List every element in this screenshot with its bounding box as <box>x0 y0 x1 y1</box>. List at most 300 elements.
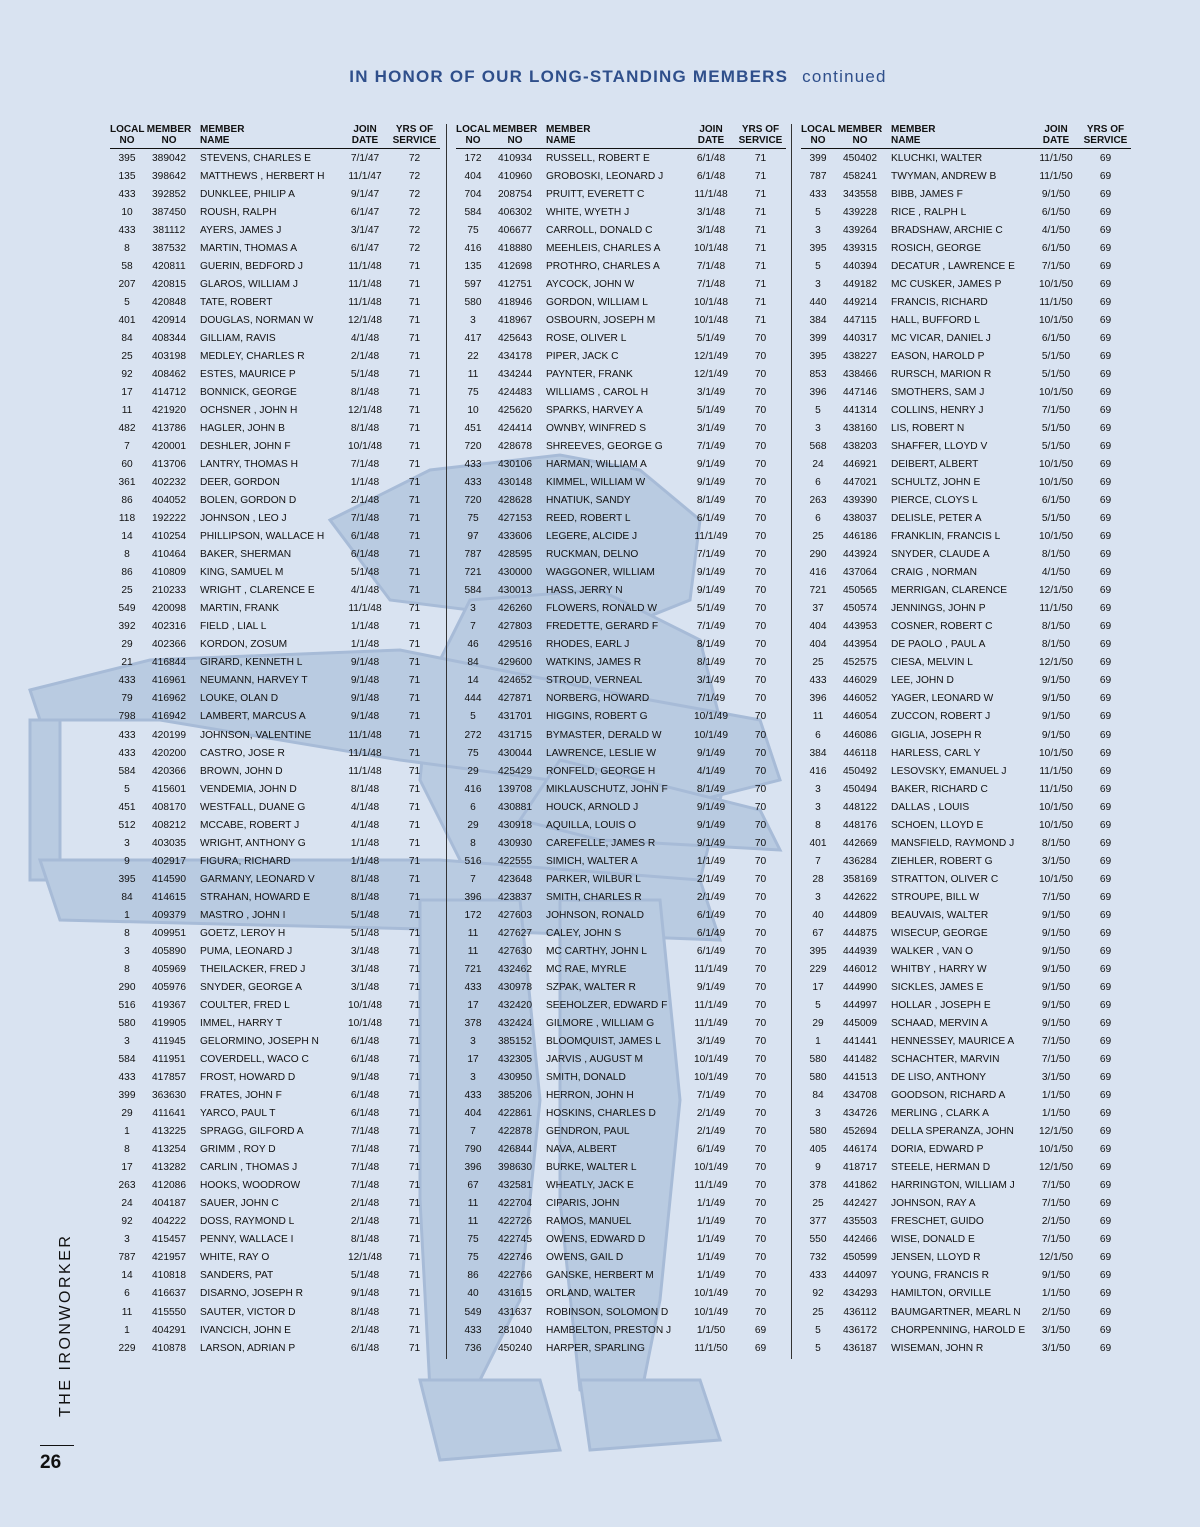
local-no-cell: 395 <box>809 350 827 362</box>
local-no-cell: 433 <box>118 188 136 200</box>
column-divider <box>791 124 792 1359</box>
member-name-cell: LEE, JOHN D <box>891 675 954 687</box>
member-no-cell: 413786 <box>152 422 186 434</box>
yrs-service-cell: 69 <box>1099 1018 1112 1030</box>
member-no-cell: 450494 <box>843 783 877 795</box>
member-name-cell: GROBOSKI, LEONARD J <box>546 170 664 182</box>
local-no-cell: 790 <box>464 1144 482 1156</box>
table-row <box>456 978 786 996</box>
magazine-name: THE IRONWORKER <box>57 1233 74 1417</box>
yrs-service-cell: 71 <box>754 206 767 218</box>
table-row <box>110 798 440 816</box>
join-date-cell: 12/1/50 <box>1039 585 1073 597</box>
local-no-cell: 584 <box>464 585 482 597</box>
local-no-cell: 396 <box>809 693 827 705</box>
local-no-cell: 79 <box>121 693 133 705</box>
member-no-cell: 428595 <box>498 549 532 561</box>
join-date-cell: 2/1/48 <box>350 1324 380 1336</box>
member-no-cell: 439390 <box>843 495 877 507</box>
member-name-cell: SHREEVES, GEORGE G <box>546 441 663 453</box>
member-no-cell: 445009 <box>843 1018 877 1030</box>
local-no-cell: 17 <box>812 981 824 993</box>
member-name-cell: GELORMINO, JOSEPH N <box>200 1036 319 1048</box>
yrs-service-cell: 70 <box>754 621 767 633</box>
member-no-cell: 418967 <box>498 314 532 326</box>
local-no-cell: 135 <box>464 260 482 272</box>
yrs-service-cell: 70 <box>754 332 767 344</box>
table-row <box>801 744 1131 762</box>
member-no-cell: 450492 <box>843 765 877 777</box>
table-row <box>801 149 1131 168</box>
join-date-cell: 9/1/50 <box>1041 945 1071 957</box>
table-row <box>110 1141 440 1159</box>
header-local-no: LOCAL NO <box>456 124 490 149</box>
local-no-cell: 395 <box>118 152 136 164</box>
table-row <box>456 1321 786 1339</box>
local-no-cell: 84 <box>812 1090 824 1102</box>
table-row <box>801 924 1131 942</box>
join-date-cell: 10/1/50 <box>1039 873 1073 885</box>
member-no-cell: 429516 <box>498 639 532 651</box>
local-no-cell: 568 <box>809 441 827 453</box>
yrs-service-cell: 69 <box>1099 350 1112 362</box>
yrs-service-cell: 69 <box>1099 675 1112 687</box>
local-no-cell: 451 <box>464 422 482 434</box>
member-name-cell: JOHNSON, RAY A <box>891 1198 976 1210</box>
join-date-cell: 4/1/48 <box>350 819 380 831</box>
member-no-cell: 418946 <box>498 296 532 308</box>
yrs-service-cell: 69 <box>1099 891 1112 903</box>
table-row <box>801 492 1131 510</box>
table-row <box>110 1105 440 1123</box>
join-date-cell: 11/1/48 <box>348 747 382 759</box>
member-name-cell: MARTIN, THOMAS A <box>200 242 297 254</box>
table-row <box>110 816 440 834</box>
member-no-cell: 431715 <box>498 729 532 741</box>
member-no-cell: 411641 <box>152 1108 186 1120</box>
yrs-service-cell: 69 <box>754 1324 767 1336</box>
join-date-cell: 1/1/49 <box>696 1270 726 1282</box>
member-name-cell: HAGLER, JOHN B <box>200 422 285 434</box>
table-row <box>456 1303 786 1321</box>
join-date-cell: 6/1/48 <box>350 1036 380 1048</box>
yrs-service-cell: 71 <box>408 1270 421 1282</box>
member-name-cell: ROSICH, GEORGE <box>891 242 982 254</box>
member-no-cell: 422766 <box>498 1270 532 1282</box>
local-no-cell: 549 <box>118 603 136 615</box>
table-row <box>456 257 786 275</box>
yrs-service-cell: 69 <box>1099 1198 1112 1210</box>
yrs-service-cell: 70 <box>754 350 767 362</box>
member-no-cell: 448176 <box>843 819 877 831</box>
member-name-cell: OWENS, EDWARD D <box>546 1234 646 1246</box>
local-no-cell: 25 <box>812 1306 824 1318</box>
member-no-cell: 428678 <box>498 441 532 453</box>
member-name-cell: WAGGONER, WILLIAM <box>546 567 655 579</box>
members-table-body <box>456 149 786 1358</box>
table-row <box>110 996 440 1014</box>
member-no-cell: 442669 <box>843 837 877 849</box>
table-row <box>110 528 440 546</box>
member-name-cell: STROUPE, BILL W <box>891 891 979 903</box>
join-date-cell: 10/1/50 <box>1039 819 1073 831</box>
member-name-cell: HARRINGTON, WILLIAM J <box>891 1180 1015 1192</box>
member-name-cell: RONFELD, GEORGE H <box>546 765 656 777</box>
local-no-cell: 378 <box>809 1180 827 1192</box>
table-row <box>110 1177 440 1195</box>
join-date-cell: 9/1/48 <box>350 657 380 669</box>
member-no-cell: 436187 <box>843 1342 877 1354</box>
table-row <box>456 600 786 618</box>
yrs-service-cell: 69 <box>1099 621 1112 633</box>
local-no-cell: 440 <box>809 296 827 308</box>
join-date-cell: 1/1/49 <box>696 1216 726 1228</box>
local-no-cell: 207 <box>118 278 136 290</box>
member-name-cell: GANSKE, HERBERT M <box>546 1270 654 1282</box>
join-date-cell: 5/1/50 <box>1041 350 1071 362</box>
member-no-cell: 430106 <box>498 459 532 471</box>
member-name-cell: WHITE, RAY O <box>200 1252 270 1264</box>
yrs-service-cell: 70 <box>754 891 767 903</box>
join-date-cell: 8/1/50 <box>1041 639 1071 651</box>
table-row <box>110 978 440 996</box>
join-date-cell: 5/1/50 <box>1041 368 1071 380</box>
member-name-cell: MERRIGAN, CLARENCE <box>891 585 1008 597</box>
local-no-cell: 7 <box>470 873 476 885</box>
join-date-cell: 7/1/50 <box>1041 1180 1071 1192</box>
join-date-cell: 7/1/49 <box>696 1090 726 1102</box>
local-no-cell: 401 <box>809 837 827 849</box>
local-no-cell: 8 <box>124 927 130 939</box>
member-name-cell: BROWN, JOHN D <box>200 765 283 777</box>
local-no-cell: 3 <box>815 1108 821 1120</box>
member-name-cell: OWENS, GAIL D <box>546 1252 624 1264</box>
yrs-service-cell: 69 <box>1099 260 1112 272</box>
join-date-cell: 9/1/49 <box>696 567 726 579</box>
member-name-cell: ROSE, OLIVER L <box>546 332 627 344</box>
yrs-service-cell: 70 <box>754 603 767 615</box>
table-row <box>456 1177 786 1195</box>
member-name-cell: WHITBY , HARRY W <box>891 963 987 975</box>
table-row <box>110 347 440 365</box>
header-yrs-service: YRS OF SERVICE <box>735 124 786 149</box>
member-name-cell: DELLA SPERANZA, JOHN <box>891 1126 1014 1138</box>
join-date-cell: 7/1/48 <box>350 1126 380 1138</box>
table-row <box>801 1321 1131 1339</box>
join-date-cell: 10/1/50 <box>1039 531 1073 543</box>
member-name-cell: WILLIAMS , CAROL H <box>546 386 649 398</box>
join-date-cell: 9/1/50 <box>1041 909 1071 921</box>
yrs-service-cell: 69 <box>1099 657 1112 669</box>
member-name-cell: LANTRY, THOMAS H <box>200 459 298 471</box>
yrs-service-cell: 70 <box>754 422 767 434</box>
member-name-cell: GORDON, WILLIAM L <box>546 296 648 308</box>
local-no-cell: 5 <box>470 711 476 723</box>
local-no-cell: 17 <box>467 999 479 1011</box>
join-date-cell: 11/1/48 <box>694 188 728 200</box>
member-name-cell: MANSFIELD, RAYMOND J <box>891 837 1015 849</box>
member-name-cell: LAMBERT, MARCUS A <box>200 711 306 723</box>
member-name-cell: SZPAK, WALTER R <box>546 981 636 993</box>
yrs-service-cell: 71 <box>408 314 421 326</box>
yrs-service-cell: 70 <box>754 999 767 1011</box>
member-no-cell: 192222 <box>152 513 186 525</box>
member-no-cell: 418717 <box>843 1162 877 1174</box>
table-row <box>110 311 440 329</box>
join-date-cell: 1/1/50 <box>1041 1288 1071 1300</box>
table-row <box>456 546 786 564</box>
table-row <box>801 1159 1131 1177</box>
header-yrs-service: YRS OF SERVICE <box>389 124 440 149</box>
yrs-service-cell: 71 <box>408 1072 421 1084</box>
member-name-cell: JOHNSON, VALENTINE <box>200 729 312 741</box>
yrs-service-cell: 71 <box>408 1126 421 1138</box>
join-date-cell: 8/1/48 <box>350 1234 380 1246</box>
table-row <box>801 1267 1131 1285</box>
yrs-service-cell: 71 <box>408 1090 421 1102</box>
yrs-service-cell: 71 <box>408 1054 421 1066</box>
member-no-cell: 443953 <box>843 621 877 633</box>
local-no-cell: 404 <box>809 621 827 633</box>
join-date-cell: 10/1/50 <box>1039 314 1073 326</box>
member-name-cell: HENNESSEY, MAURICE A <box>891 1036 1015 1048</box>
table-row <box>801 1105 1131 1123</box>
table-row <box>456 924 786 942</box>
local-no-cell: 721 <box>464 567 482 579</box>
member-name-cell: WESTFALL, DUANE G <box>200 801 306 813</box>
yrs-service-cell: 69 <box>1099 945 1112 957</box>
yrs-service-cell: 71 <box>408 549 421 561</box>
table-row <box>801 419 1131 437</box>
table-row <box>801 654 1131 672</box>
join-date-cell: 8/1/48 <box>350 422 380 434</box>
local-no-cell: 24 <box>121 1198 133 1210</box>
local-no-cell: 584 <box>118 1054 136 1066</box>
yrs-service-cell: 70 <box>754 459 767 471</box>
local-no-cell: 67 <box>812 927 824 939</box>
table-row <box>801 600 1131 618</box>
yrs-service-cell: 71 <box>754 170 767 182</box>
local-no-cell: 92 <box>812 1288 824 1300</box>
yrs-service-cell: 69 <box>1099 765 1112 777</box>
member-name-cell: SICKLES, JAMES E <box>891 981 984 993</box>
table-row <box>456 347 786 365</box>
join-date-cell: 1/1/49 <box>696 1252 726 1264</box>
table-row <box>110 1033 440 1051</box>
member-no-cell: 410960 <box>498 170 532 182</box>
table-row <box>110 1231 440 1249</box>
member-no-cell: 430881 <box>498 801 532 813</box>
local-no-cell: 482 <box>118 422 136 434</box>
member-name-cell: BLOOMQUIST, JAMES L <box>546 1036 661 1048</box>
member-name-cell: SEEHOLZER, EDWARD F <box>546 999 668 1011</box>
member-no-cell: 363630 <box>152 1090 186 1102</box>
join-date-cell: 1/1/49 <box>696 1234 726 1246</box>
local-no-cell: 512 <box>118 819 136 831</box>
yrs-service-cell: 71 <box>408 1216 421 1228</box>
yrs-service-cell: 69 <box>1099 639 1112 651</box>
yrs-service-cell: 69 <box>1099 170 1112 182</box>
join-date-cell: 7/1/48 <box>350 1144 380 1156</box>
table-row <box>801 239 1131 257</box>
local-no-cell: 580 <box>464 296 482 308</box>
member-name-cell: SPRAGG, GILFORD A <box>200 1126 304 1138</box>
member-no-cell: 420199 <box>152 729 186 741</box>
local-no-cell: 75 <box>467 747 479 759</box>
yrs-service-cell: 70 <box>754 585 767 597</box>
local-no-cell: 92 <box>121 1216 133 1228</box>
join-date-cell: 4/1/50 <box>1041 567 1071 579</box>
table-row <box>801 618 1131 636</box>
table-row <box>456 1159 786 1177</box>
join-date-cell: 10/1/50 <box>1039 459 1073 471</box>
header-member-no: MEMBER NO <box>835 124 885 149</box>
join-date-cell: 9/1/49 <box>696 477 726 489</box>
join-date-cell: 12/1/50 <box>1039 1252 1073 1264</box>
yrs-service-cell: 69 <box>1099 224 1112 236</box>
header-member-name: MEMBER NAME <box>540 124 687 149</box>
local-no-cell: 401 <box>118 314 136 326</box>
join-date-cell: 6/1/49 <box>696 513 726 525</box>
join-date-cell: 9/1/49 <box>696 459 726 471</box>
member-name-cell: CIPARIS, JOHN <box>546 1198 620 1210</box>
table-row <box>801 456 1131 474</box>
local-no-cell: 11 <box>467 945 479 957</box>
join-date-cell: 9/1/50 <box>1041 1018 1071 1030</box>
local-no-cell: 3 <box>124 945 130 957</box>
join-date-cell: 6/1/48 <box>350 1090 380 1102</box>
join-date-cell: 10/1/48 <box>694 314 728 326</box>
local-no-cell: 5 <box>815 1342 821 1354</box>
join-date-cell: 9/1/47 <box>350 188 380 200</box>
table-row <box>110 1123 440 1141</box>
member-no-cell: 449214 <box>843 296 877 308</box>
member-name-cell: STROUD, VERNEAL <box>546 675 643 687</box>
local-no-cell: 17 <box>121 1162 133 1174</box>
join-date-cell: 7/1/49 <box>696 441 726 453</box>
member-no-cell: 422555 <box>498 855 532 867</box>
table-row <box>110 1051 440 1069</box>
yrs-service-cell: 69 <box>1099 531 1112 543</box>
yrs-service-cell: 69 <box>1099 242 1112 254</box>
join-date-cell: 6/1/48 <box>350 549 380 561</box>
yrs-service-cell: 70 <box>754 909 767 921</box>
join-date-cell: 6/1/49 <box>696 927 726 939</box>
member-no-cell: 444875 <box>843 927 877 939</box>
local-no-cell: 172 <box>464 152 482 164</box>
member-no-cell: 412086 <box>152 1180 186 1192</box>
local-no-cell: 272 <box>464 729 482 741</box>
yrs-service-cell: 69 <box>1099 1270 1112 1282</box>
local-no-cell: 7 <box>470 621 476 633</box>
local-no-cell: 8 <box>470 837 476 849</box>
members-column-2 <box>456 124 786 1357</box>
member-name-cell: DOSS, RAYMOND L <box>200 1216 295 1228</box>
join-date-cell: 10/1/50 <box>1039 477 1073 489</box>
join-date-cell: 8/1/50 <box>1041 549 1071 561</box>
yrs-service-cell: 70 <box>754 495 767 507</box>
member-name-cell: JARVIS , AUGUST M <box>546 1054 643 1066</box>
member-no-cell: 446086 <box>843 729 877 741</box>
yrs-service-cell: 71 <box>408 657 421 669</box>
table-row <box>456 149 786 168</box>
join-date-cell: 10/1/49 <box>694 1306 728 1318</box>
member-no-cell: 411951 <box>152 1054 186 1066</box>
table-row <box>456 1195 786 1213</box>
local-no-cell: 416 <box>464 783 482 795</box>
member-no-cell: 442466 <box>843 1234 877 1246</box>
join-date-cell: 1/1/48 <box>350 621 380 633</box>
table-row <box>801 690 1131 708</box>
table-row <box>110 834 440 852</box>
table-row <box>456 311 786 329</box>
member-no-cell: 426844 <box>498 1144 532 1156</box>
local-no-cell: 433 <box>118 747 136 759</box>
member-no-cell: 422726 <box>498 1216 532 1228</box>
member-name-cell: HNATIUK, SANDY <box>546 495 631 507</box>
member-no-cell: 446029 <box>843 675 877 687</box>
table-row <box>110 1267 440 1285</box>
member-name-cell: HERRON, JOHN H <box>546 1090 634 1102</box>
table-row <box>456 672 786 690</box>
local-no-cell: 444 <box>464 693 482 705</box>
join-date-cell: 6/1/48 <box>350 1342 380 1354</box>
local-no-cell: 405 <box>809 1144 827 1156</box>
member-name-cell: WISE, DONALD E <box>891 1234 975 1246</box>
member-name-cell: WISECUP, GEORGE <box>891 927 988 939</box>
local-no-cell: 3 <box>815 422 821 434</box>
members-column-3 <box>801 124 1131 1357</box>
yrs-service-cell: 70 <box>754 1198 767 1210</box>
table-row <box>456 221 786 239</box>
member-name-cell: LAWRENCE, LESLIE W <box>546 747 657 759</box>
table-row <box>110 167 440 185</box>
local-no-cell: 396 <box>464 1162 482 1174</box>
yrs-service-cell: 71 <box>754 260 767 272</box>
member-no-cell: 430918 <box>498 819 532 831</box>
member-no-cell: 443924 <box>843 549 877 561</box>
yrs-service-cell: 70 <box>754 945 767 957</box>
local-no-cell: 25 <box>121 585 133 597</box>
member-name-cell: ROUSH, RALPH <box>200 206 277 218</box>
member-name-cell: HOLLAR , JOSEPH E <box>891 999 991 1011</box>
join-date-cell: 4/1/50 <box>1041 224 1071 236</box>
member-name-cell: CARLIN , THOMAS J <box>200 1162 298 1174</box>
table-row <box>456 1141 786 1159</box>
table-row <box>456 834 786 852</box>
member-no-cell: 385152 <box>498 1036 532 1048</box>
local-no-cell: 787 <box>464 549 482 561</box>
local-no-cell: 8 <box>124 242 130 254</box>
table-row <box>456 185 786 203</box>
join-date-cell: 8/1/50 <box>1041 621 1071 633</box>
member-no-cell: 441314 <box>843 404 877 416</box>
local-no-cell: 3 <box>815 224 821 236</box>
local-no-cell: 290 <box>118 981 136 993</box>
yrs-service-cell: 71 <box>408 819 421 831</box>
table-row <box>801 167 1131 185</box>
yrs-service-cell: 71 <box>408 765 421 777</box>
member-name-cell: RURSCH, MARION R <box>891 368 992 380</box>
table-row <box>801 1249 1131 1267</box>
table-row <box>801 1213 1131 1231</box>
yrs-service-cell: 70 <box>754 1288 767 1300</box>
local-no-cell: 3 <box>815 891 821 903</box>
local-no-cell: 3 <box>124 837 130 849</box>
local-no-cell: 399 <box>809 152 827 164</box>
yrs-service-cell: 71 <box>408 837 421 849</box>
table-row <box>801 438 1131 456</box>
